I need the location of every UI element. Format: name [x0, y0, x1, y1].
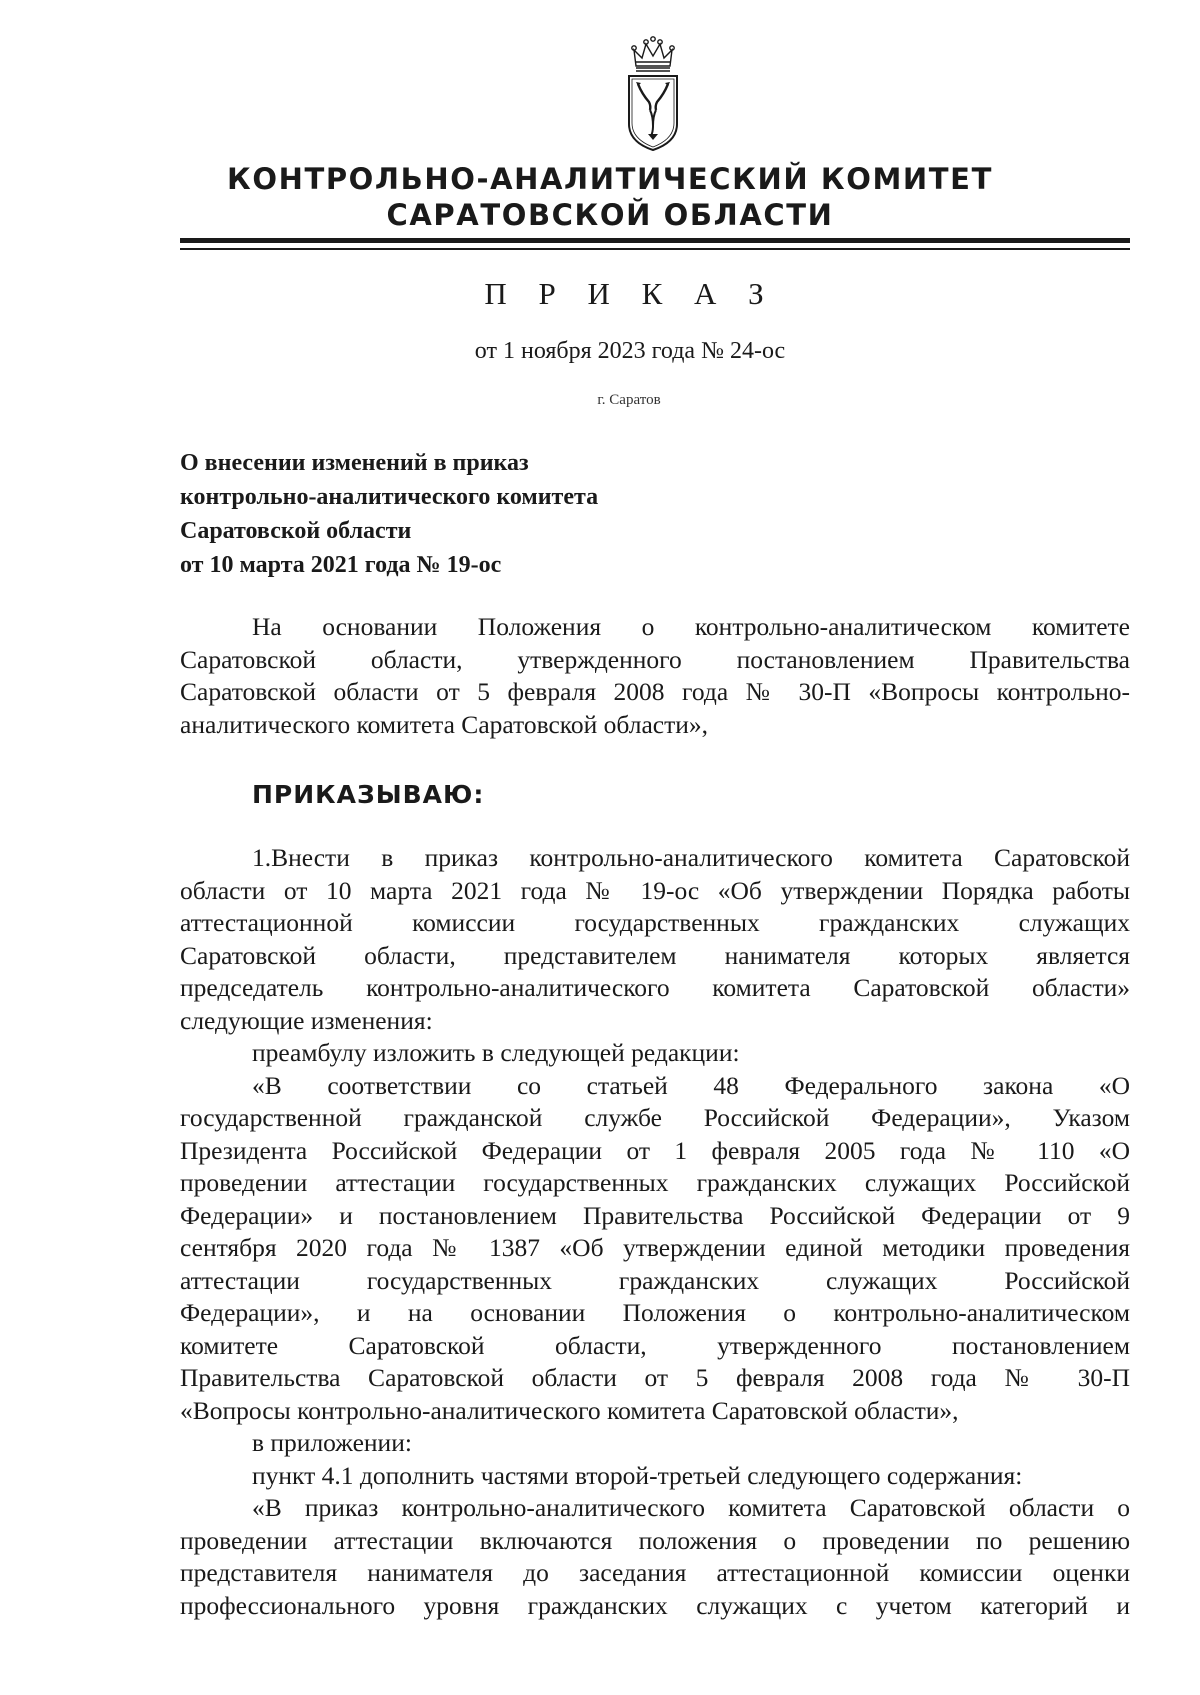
text-line: преамбулу изложить в следующей редакции: — [252, 1038, 740, 1067]
saratov-coat-of-arms-icon — [622, 36, 684, 152]
text-line: следующие изменения: — [180, 1005, 433, 1035]
subject-line: контрольно-аналитического комитета — [180, 484, 599, 510]
order-subject — [180, 446, 800, 582]
text-line: На основании Положения о контрольно-аналитическом комитете — [252, 612, 1130, 641]
text-line: 1.Внести в приказ контрольно-аналитического комитета Саратовской — [252, 843, 1130, 872]
header-divider-thick — [180, 238, 1130, 243]
text-line: комитете Саратовской области, утвержденного постановлением — [180, 1330, 1130, 1360]
order-city: г. Саратов — [597, 392, 661, 408]
text-line: Саратовской области, утвержденного постановлением Правительства — [180, 644, 1130, 674]
text-line: государственной гражданской службе Российской Федерации», Указом — [180, 1103, 1130, 1132]
order-date-number: от 1 ноября 2023 года № 24-ос — [474, 338, 786, 364]
organization-name-line1: КОНТРОЛЬНО-АНАЛИТИЧЕСКИЙ КОМИТЕТ — [227, 162, 993, 196]
text-line: «В приказ контрольно-аналитического комитета Саратовской области о — [252, 1493, 1130, 1522]
text-line: аттестационной комиссии государственных гражданских служащих — [180, 908, 1130, 937]
directive-heading: ПРИКАЗЫВАЮ: — [252, 780, 485, 809]
subject-line: от 10 марта 2021 года № 19-ос — [180, 552, 502, 578]
text-line: «В соответствии со статьей 48 Федерального закона «О — [252, 1070, 1130, 1100]
text-line: области от 10 марта 2021 года № 19-ос «Об утверждении Порядка работы — [180, 875, 1130, 905]
text-line: представителя нанимателя до заседания аттестационной комиссии оценки — [180, 1558, 1130, 1587]
text-line: Федерации» и постановлением Правительства Российской Федерации от 9 — [180, 1200, 1130, 1230]
order-title: П Р И К А З — [484, 276, 776, 311]
header-divider-thin — [180, 248, 1130, 250]
preamble-paragraph — [180, 611, 1130, 741]
subject-line: О внесении изменений в приказ — [180, 450, 529, 476]
text-line: председатель контрольно-аналитического комитета Саратовской области» — [180, 973, 1130, 1002]
text-line: пункт 4.1 дополнить частями второй-третьей следующего содержания: — [252, 1460, 1023, 1490]
text-line: аналитического комитета Саратовской области», — [180, 709, 709, 739]
text-line: профессионального уровня гражданских служащих с учетом категорий и — [180, 1590, 1130, 1620]
subject-line: Саратовской области — [180, 518, 412, 544]
text-line: Федерации», и на основании Положения о контрольно-аналитическом — [180, 1298, 1130, 1327]
text-line: в приложении: — [252, 1428, 412, 1457]
text-line: проведении аттестации государственных гражданских служащих Российской — [180, 1168, 1130, 1197]
text-line: Саратовской области, представителем нанимателя которых является — [180, 940, 1130, 970]
text-line: Саратовской области от 5 февраля 2008 года № 30-П «Вопросы контрольно- — [180, 677, 1130, 706]
text-line: аттестации государственных гражданских служащих Российской — [180, 1265, 1130, 1295]
text-line: сентября 2020 года № 1387 «Об утверждении единой методики проведения — [180, 1233, 1130, 1262]
body-paragraphs — [180, 842, 1130, 1622]
text-line: Правительства Саратовской области от 5 февраля 2008 года № 30-П — [180, 1363, 1130, 1392]
organization-name-line2: САРАТОВСКОЙ ОБЛАСТИ — [386, 198, 834, 232]
text-line: «Вопросы контрольно-аналитического комитета Саратовской области», — [180, 1395, 959, 1425]
text-line: проведении аттестации включаются положения о проведении по решению — [180, 1525, 1130, 1555]
text-line: Президента Российской Федерации от 1 февраля 2005 года № 110 «О — [180, 1135, 1130, 1165]
